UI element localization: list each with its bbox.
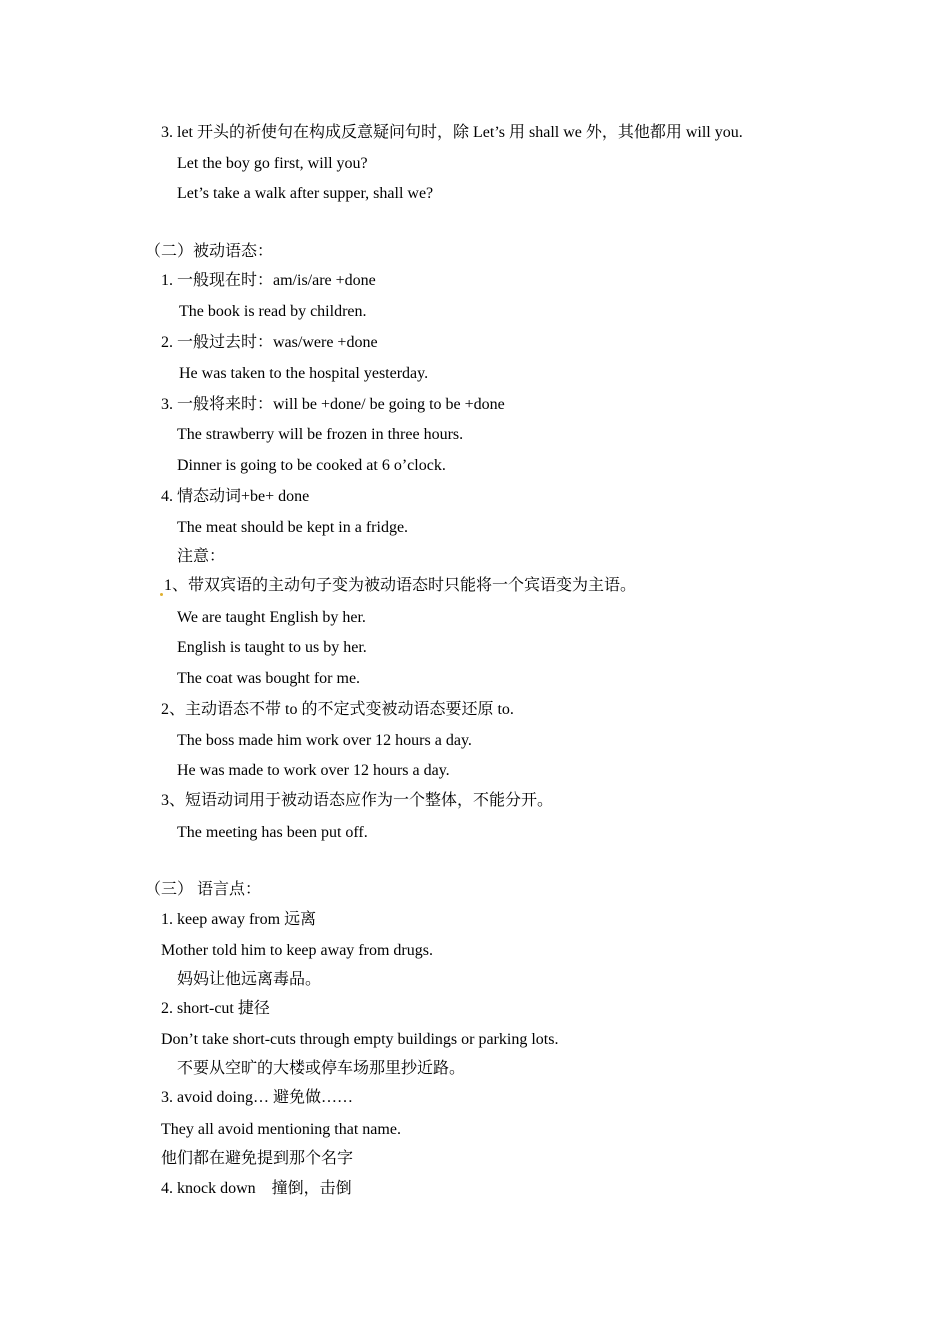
translation: 不要从空旷的大楼或停车场那里抄近路。 [177, 1060, 466, 1077]
phrase-item: 4. knock down 撞倒，击倒 [161, 1180, 352, 1197]
note-item [160, 576, 636, 596]
note-item-text: 1、带双宾语的主动句子变为被动语态时只能将一个宾语变为主语。 [164, 577, 637, 594]
rule-item: 4. 情态动词+be+ done [161, 488, 310, 505]
example-sentence: The book is read by children. [179, 303, 367, 320]
example-sentence: English is taught to us by her. [177, 639, 367, 656]
example-sentence: The meeting has been put off. [177, 824, 368, 841]
example-sentence: Mother told him to keep away from drugs. [161, 942, 433, 959]
example-sentence: Let the boy go first, will you? [177, 155, 368, 172]
example-sentence: We are taught English by her. [177, 609, 366, 626]
let-tag-question-rule: 3. let 开头的祈使句在构成反意疑问句时，除 Let’s 用 shall we 外，其他都用 will you. [161, 124, 743, 141]
example-sentence: Don’t take short-cuts through empty buildings or parking lots. [161, 1031, 559, 1048]
phrase-item: 3. avoid doing… 避免做…… [161, 1089, 353, 1106]
example-sentence: Let’s take a walk after supper, shall we? [177, 185, 434, 202]
rule-item: 1. 一般现在时：am/is/are +done [161, 272, 376, 289]
translation: 妈妈让他远离毒品。 [177, 971, 322, 988]
note-item: 2、主动语态不带 to 的不定式变被动语态要还原 to. [161, 701, 514, 718]
rule-item: 2. 一般过去时：was/were +done [161, 334, 378, 351]
example-sentence: Dinner is going to be cooked at 6 o’clock. [177, 457, 446, 474]
example-sentence: The meat should be kept in a fridge. [177, 519, 409, 536]
note-label: 注意： [177, 548, 226, 565]
annotation-mark [160, 593, 163, 596]
example-sentence: The strawberry will be frozen in three hours. [177, 426, 464, 443]
example-sentence: He was taken to the hospital yesterday. [179, 365, 429, 382]
phrase-item: 2. short-cut 捷径 [161, 1000, 270, 1017]
rule-item: 3. 一般将来时：will be +done/ be going to be +done [161, 396, 505, 413]
example-sentence: He was made to work over 12 hours a day. [177, 762, 450, 779]
translation: 他们都在避免提到那个名字 [161, 1150, 354, 1167]
example-sentence: They all avoid mentioning that name. [161, 1121, 401, 1138]
example-sentence: The boss made him work over 12 hours a day. [177, 732, 472, 749]
phrase-item: 1. keep away from 远离 [161, 911, 317, 928]
section-heading-language-points: （三） 语言点： [145, 881, 262, 898]
note-item: 3、短语动词用于被动语态应作为一个整体，不能分开。 [161, 792, 554, 809]
section-heading-passive-voice: （二）被动语态： [145, 243, 274, 260]
example-sentence: The coat was bought for me. [177, 670, 361, 687]
